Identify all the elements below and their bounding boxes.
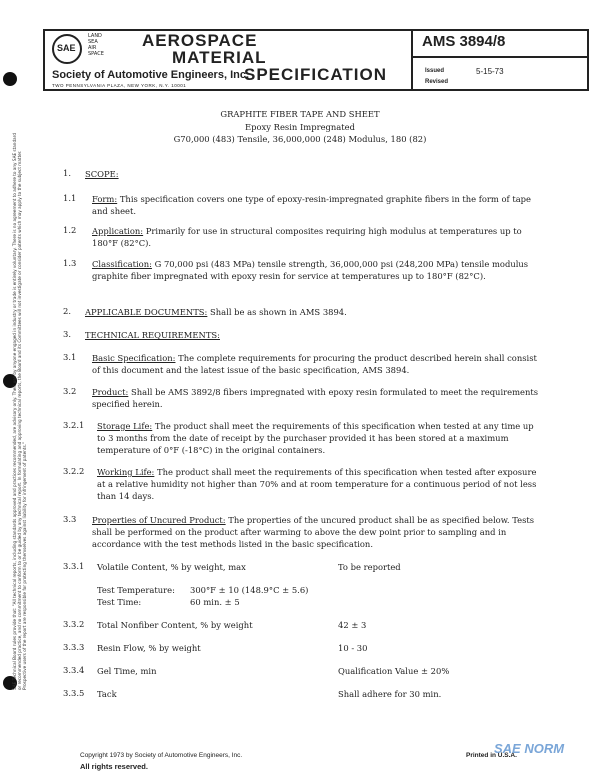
property-value: Qualification Value ± 20% bbox=[338, 666, 450, 676]
footer-printed: Printed in U.S.A. bbox=[466, 752, 517, 759]
property-name: Tack bbox=[97, 689, 117, 699]
doc-title: GRAPHITE FIBER TAPE AND SHEET bbox=[220, 109, 380, 119]
section-number: 3.3 bbox=[63, 514, 77, 524]
paragraph-application: Application: Primarily for use in structural composites requiring high modulus at temperatures up to 180°F (82°C). bbox=[92, 226, 522, 248]
issued-label: Issued bbox=[425, 68, 445, 74]
test-temperature-value: 300°F ± 10 (148.9°C ± 5.6) bbox=[190, 585, 309, 595]
sae-norm-watermark: SAE NORM bbox=[494, 741, 565, 756]
footer-rights: All rights reserved. bbox=[80, 762, 148, 771]
property-value: To be reported bbox=[338, 562, 401, 572]
logo-text: SAE bbox=[57, 43, 76, 53]
property-name: Volatile Content, % by weight, max bbox=[97, 562, 246, 572]
revised-label: Revised bbox=[425, 79, 449, 85]
paragraph-storage-life: Storage Life: The product shall meet the requirements of this specification when tested at any time up to 3 months from the date of receipt by the purchaser provided it has been stored at a maximum temperature of 0°F (-18°C) in the original containers. bbox=[97, 421, 534, 455]
title-aerospace: AEROSPACE bbox=[142, 31, 258, 50]
section-number: 3.2 bbox=[63, 386, 77, 396]
paragraph-product: Product: Shall be AMS 3892/8 fibers impregnated with epoxy resin formulated to meet the requirements specified herein. bbox=[92, 387, 539, 409]
property-number: 3.3.4 bbox=[63, 665, 85, 675]
section-number: 3. bbox=[63, 329, 71, 339]
property-number: 3.3.3 bbox=[63, 642, 85, 652]
section-number: 1.3 bbox=[63, 258, 77, 268]
society-name: Society of Automotive Engineers, Inc. bbox=[52, 69, 250, 81]
header-divider-horizontal bbox=[411, 56, 589, 58]
property-name: Resin Flow, % by weight bbox=[97, 643, 201, 653]
header-divider bbox=[411, 29, 413, 91]
paragraph-working-life: Working Life: The product shall meet the requirements of this specification when tested after exposure at a relative humidity not higher than 70% and at room temperature for a continuous period of not less than 14 days. bbox=[97, 467, 537, 501]
section-heading: TECHNICAL REQUIREMENTS: bbox=[85, 330, 220, 340]
logo-motto: LAND SEA AIR SPACE bbox=[88, 33, 104, 57]
paragraph-basic-specification: Basic Specification: The complete requirements for procuring the product described herein shall consist of this document and the latest issue of the basic specification, AMS 3894. bbox=[92, 353, 537, 375]
section-number: 1. bbox=[63, 168, 71, 178]
property-name: Total Nonfiber Content, % by weight bbox=[97, 620, 253, 630]
society-address: TWO PENNSYLVANIA PLAZA, NEW YORK, N.Y. 10001 bbox=[52, 83, 187, 88]
sidebar-disclaimer: SAE Technical Board rules provide that: "All technical reports, including standards approved and practices recommended, are advisory only. Their use by anyone engaged in industry or trade is entirely voluntary. There is no agreement to adhere to any SAE standard or recommended practice, and no commitment to conform to or be guided by any technical report. In formulating and approving technical reports, the Board and its Committees will not investigate or consider patents which may apply to the subject matter. Prospective users of the report are responsible for protecting themselves against liability for infringement of patents." bbox=[12, 133, 27, 690]
section-number: 3.2.2 bbox=[63, 466, 85, 476]
paragraph-uncured-properties: Properties of Uncured Product: The properties of the uncured product shall be as specified below. Tests shall be performed on the product after warming to above the dew point prior to sampling and in accordance with the test methods listed in the basic specification. bbox=[92, 515, 535, 549]
property-value: 10 - 30 bbox=[338, 643, 368, 653]
binder-hole-top bbox=[3, 72, 17, 86]
paragraph-applicable-documents: APPLICABLE DOCUMENTS: Shall be as shown in AMS 3894. bbox=[85, 307, 347, 317]
sae-logo bbox=[52, 34, 82, 64]
property-number: 3.3.2 bbox=[63, 619, 85, 629]
doc-classification: G70,000 (483) Tensile, 36,000,000 (248) Modulus, 180 (82) bbox=[173, 134, 427, 144]
property-name: Gel Time, min bbox=[97, 666, 157, 676]
section-number: 3.1 bbox=[63, 352, 77, 362]
section-number: 1.1 bbox=[63, 193, 77, 203]
property-number: 3.3.5 bbox=[63, 688, 85, 698]
property-value: Shall adhere for 30 min. bbox=[338, 689, 442, 699]
issued-date: 5-15-73 bbox=[476, 67, 504, 76]
test-time-label: Test Time: bbox=[97, 597, 142, 607]
test-time-value: 60 min. ± 5 bbox=[190, 597, 240, 607]
paragraph-classification: Classification: G 70,000 psi (483 MPa) tensile strength, 36,000,000 psi (248,200 MPa) tensile modulus graphite fiber impregnated with epoxy resin for service at temperatures up to 180°F (82°C). bbox=[92, 259, 529, 281]
property-value: 42 ± 3 bbox=[338, 620, 367, 630]
title-specification: SPECIFICATION bbox=[244, 65, 388, 84]
test-temperature-label: Test Temperature: bbox=[97, 585, 175, 595]
property-number: 3.3.1 bbox=[63, 561, 85, 571]
ams-number: AMS 3894/8 bbox=[422, 33, 506, 50]
section-number: 2. bbox=[63, 306, 71, 316]
section-number: 3.2.1 bbox=[63, 420, 85, 430]
section-heading: SCOPE: bbox=[85, 169, 119, 179]
section-number: 1.2 bbox=[63, 225, 77, 235]
title-material: MATERIAL bbox=[172, 48, 267, 67]
paragraph-form: Form: This specification covers one type of epoxy-resin-impregnated graphite fibers in the form of tape and sheet. bbox=[92, 194, 531, 216]
doc-subtitle: Epoxy Resin Impregnated bbox=[245, 122, 355, 132]
footer-copyright: Copyright 1973 by Society of Automotive Engineers, Inc. bbox=[80, 752, 243, 759]
